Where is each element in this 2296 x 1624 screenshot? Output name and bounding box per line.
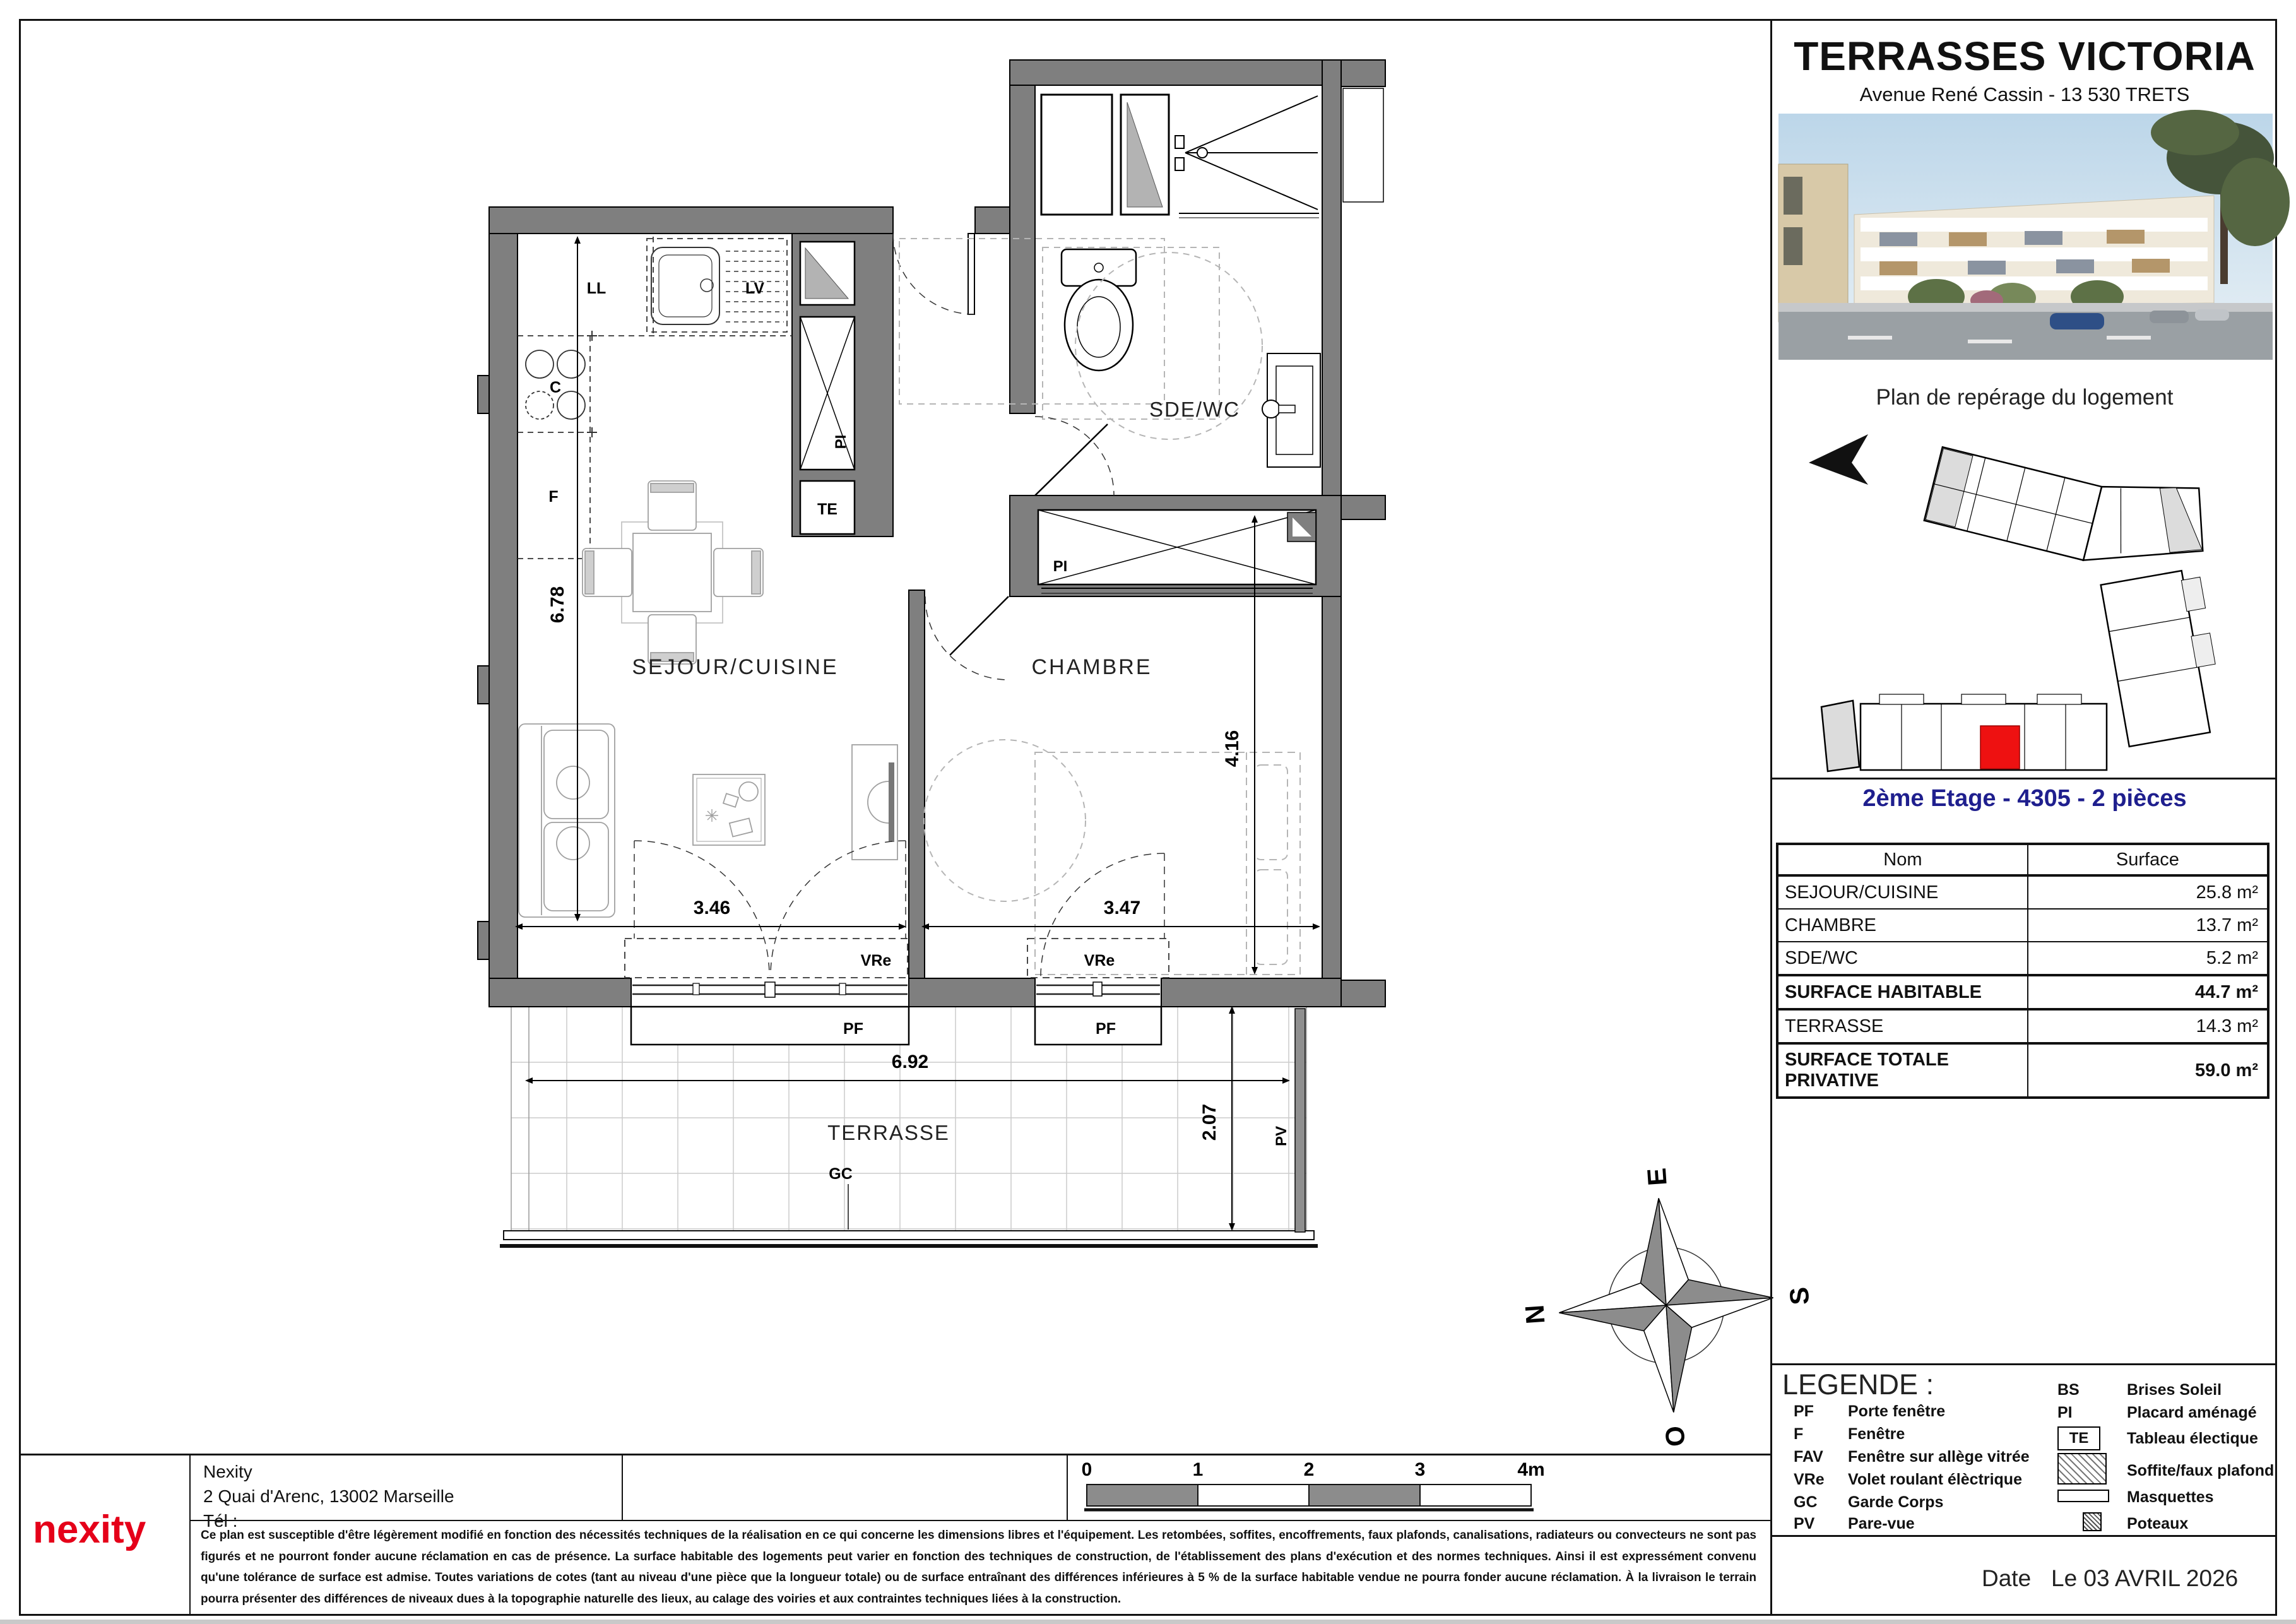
legend-code: FAV — [1794, 1448, 1823, 1466]
key-plan-lower — [1821, 567, 2227, 771]
table-row — [1777, 1009, 2268, 1043]
legend-code: PF — [1794, 1402, 1814, 1420]
date-value: Le 03 AVRIL 2026 — [2051, 1565, 2239, 1591]
legend-item — [1794, 1471, 2022, 1489]
dining-table — [583, 481, 763, 664]
ll-label: LL — [586, 280, 607, 297]
pi-label: PI — [832, 434, 849, 449]
washbasin — [1262, 353, 1320, 467]
row-value: 5.2 m² — [2028, 942, 2268, 975]
turning-circle-chamber — [924, 740, 1086, 901]
room-label-sejour: SEJOUR/CUISINE — [632, 655, 839, 679]
pf-window-sejour — [625, 841, 909, 1045]
dim-terrasse-width: 6.92 — [891, 1052, 929, 1072]
terrace-guardrail — [504, 1231, 1314, 1240]
te-swatch: TE — [2057, 1426, 2100, 1450]
scale-tick: 4m — [1517, 1459, 1545, 1480]
legend-label: Brises Soleil — [2127, 1381, 2222, 1399]
row-name: SDE/WC — [1777, 942, 2028, 975]
bathroom-fixtures — [1035, 95, 1320, 495]
legend-item — [2057, 1381, 2222, 1399]
company-block — [203, 1459, 454, 1533]
compass-south: S — [1784, 1286, 1815, 1306]
scale-tick: 2 — [1303, 1459, 1315, 1480]
lv-label: LV — [745, 280, 765, 297]
pf-label-chamber: PF — [1096, 1020, 1116, 1038]
row-value: 13.7 m² — [2028, 909, 2268, 942]
legend-item — [1794, 1515, 1915, 1533]
room-label-sde: SDE/WC — [1149, 398, 1240, 421]
legend — [1772, 1363, 2277, 1535]
row-name: SEJOUR/CUISINE — [1777, 875, 2028, 909]
company-name: Nexity — [203, 1462, 252, 1481]
legend-title: LEGENDE : — [1782, 1368, 1934, 1401]
pf-window-chamber — [1027, 853, 1169, 1045]
legend-item — [1794, 1425, 1905, 1443]
nexity-logo: nexity — [33, 1508, 146, 1551]
closet-column — [800, 242, 855, 534]
legend-label: Poteaux — [2127, 1515, 2189, 1532]
table-row-surface-totale — [1777, 1043, 2268, 1098]
shower — [1175, 96, 1319, 218]
chamber-closet — [1038, 510, 1316, 593]
legend-code: BS — [2057, 1381, 2080, 1399]
scale-tick: 0 — [1081, 1459, 1092, 1480]
chamber-door — [925, 596, 1009, 680]
kitchen-sink — [651, 247, 719, 324]
dim-chambre-height: 4.16 — [1222, 730, 1243, 768]
row-name: SURFACE TOTALE PRIVATIVE — [1777, 1043, 2028, 1098]
footer-divider — [622, 1454, 623, 1520]
sofa — [519, 724, 615, 917]
masquettes-swatch — [2057, 1490, 2109, 1502]
room-label-chambre: CHAMBRE — [1031, 655, 1152, 679]
divider — [1772, 778, 2277, 779]
row-value: 59.0 m² — [2028, 1043, 2268, 1098]
table-row-surface-habitable — [1777, 975, 2268, 1009]
legend-code: GC — [1794, 1493, 1818, 1511]
floor-plan — [21, 21, 1815, 1454]
disclaimer-text: Ce plan est susceptible d'être légèrement modifié en fonction des nécessités techniques de la réalisation en ce qui concerne les dimensions libres et l'équipement. Les retombées, soffites, encoffrements, faux plafonds, canalisations, radiateurs ou convecteurs ne sont pas figurés et ne pourront fonder aucune réclamation en cas de présence. La surface habitable des logements peut varier en fonction des techniques de construction, de l'établissement des plans d'exécution et des normes techniques. Ainsi il est expressément convenu qu'une tolérance de surface est admise. Toutes variations de cotes (tant au niveau d'une pièce que la longueur totale) ou de surface entraînant des différences inférieures à 5 % de la surface habitable vendue ne pourra fonder aucune réclamation. À la livraison le terrain pourra présenter des différences de niveaux dues à la topographie naturelle des lieux, au calage des voiries et aux contraintes techniques liées à la construction. — [201, 1529, 1756, 1606]
legend-label: Soffite/faux plafond — [2127, 1462, 2275, 1479]
dim-terrasse-depth: 2.07 — [1199, 1103, 1220, 1141]
project-address: Avenue René Cassin - 13 530 TRETS — [1859, 83, 2190, 105]
toilet — [1062, 249, 1136, 370]
footer-divider — [189, 1454, 191, 1614]
pare-vue-screen — [1295, 1009, 1305, 1232]
dim-sejour-width: 3.46 — [693, 898, 731, 918]
row-value: 14.3 m² — [2028, 1009, 2268, 1043]
page-edge-shadow — [0, 1620, 2296, 1624]
soffite-swatch — [2057, 1453, 2107, 1485]
table-row — [1777, 909, 2268, 942]
table-header-row — [1777, 844, 2268, 875]
fridge-label: F — [548, 488, 559, 506]
key-plan-upper — [1924, 425, 2217, 588]
neighbor-unit-stub — [1343, 88, 1383, 202]
table-row — [1777, 942, 2268, 975]
key-plans — [1772, 417, 2277, 783]
legend-item — [1794, 1448, 2030, 1466]
date-label: Date — [1982, 1565, 2032, 1591]
col-header-nom: Nom — [1777, 844, 2028, 875]
legend-code: VRe — [1794, 1471, 1825, 1488]
legend-label: Masquettes — [2127, 1488, 2214, 1506]
pf-threshold-sejour — [631, 1007, 909, 1045]
row-value: 44.7 m² — [2028, 975, 2268, 1009]
bed — [1035, 752, 1300, 975]
te-label: TE — [817, 501, 837, 518]
sde-door-leaf — [1035, 424, 1108, 495]
bathroom-window-box — [1041, 95, 1112, 215]
info-panel — [1770, 19, 2277, 1614]
pv-label: PV — [1273, 1125, 1290, 1147]
legend-item — [2057, 1453, 2274, 1489]
unit-highlight — [1980, 726, 2020, 769]
orientation-arrow-icon — [1809, 434, 1868, 485]
legend-label: Garde Corps — [1848, 1493, 1944, 1511]
project-photo — [1778, 114, 2273, 360]
page-title: TERRASSES VICTORIA — [1794, 33, 2256, 79]
scale-bar — [1060, 1455, 1559, 1519]
scale-tick: 1 — [1192, 1459, 1204, 1480]
legend-label: Porte fenêtre — [1848, 1402, 1946, 1420]
poteaux-swatch — [2083, 1512, 2102, 1531]
legend-item — [1794, 1493, 1943, 1512]
compass-north: N — [1519, 1303, 1551, 1325]
pf-label-sejour: PF — [843, 1020, 863, 1038]
dim-sejour-height: 6.78 — [547, 586, 568, 624]
legend-item — [2057, 1488, 2214, 1507]
scale-tick: 3 — [1414, 1459, 1426, 1480]
reperage-title: Plan de repérage du logement — [1876, 385, 2174, 410]
dim-chambre-width: 3.47 — [1103, 898, 1141, 918]
gc-label: GC — [829, 1165, 853, 1183]
row-value: 25.8 m² — [2028, 875, 2268, 909]
company-address: 2 Quai d'Arenc, 13002 Marseille — [203, 1486, 454, 1506]
legend-label: Fenêtre sur allège vitrée — [1848, 1448, 2030, 1466]
legend-code: F — [1794, 1425, 1804, 1443]
surface-table — [1776, 843, 2269, 1099]
compass-west: O — [1659, 1425, 1691, 1448]
cooktop-label: C — [549, 379, 562, 396]
vre-label-sejour: VRe — [860, 952, 892, 969]
coffee-table — [693, 774, 765, 845]
unit-heading: 2ème Etage - 4305 - 2 pièces — [1862, 785, 2187, 812]
legend-item — [2057, 1404, 2257, 1422]
legend-label: Pare-vue — [1848, 1515, 1915, 1532]
legend-code: PI — [2057, 1404, 2073, 1421]
legend-code: PV — [1794, 1515, 1815, 1532]
legend-item — [1794, 1402, 1945, 1421]
row-name: CHAMBRE — [1777, 909, 2028, 942]
legend-label: Placard aménagé — [2127, 1404, 2257, 1421]
legend-label: Tableau électique — [2127, 1429, 2258, 1447]
col-header-surface: Surface — [2028, 844, 2268, 875]
table-row — [1777, 875, 2268, 909]
divider — [1772, 1363, 2277, 1365]
legend-item — [2057, 1426, 2258, 1450]
pi-label-chamber: PI — [1053, 558, 1068, 575]
legend-label: Volet roulant élèctrique — [1848, 1471, 2022, 1488]
divider — [1772, 1535, 2277, 1537]
legend-label: Fenêtre — [1848, 1425, 1905, 1443]
tv-unit — [852, 745, 897, 860]
company-tel: Tél : — [203, 1511, 238, 1531]
compass-east: E — [1641, 1166, 1672, 1187]
vre-label-chamber: VRe — [1084, 952, 1115, 969]
room-label-terrasse: TERRASSE — [827, 1121, 950, 1144]
row-name: SURFACE HABITABLE — [1777, 975, 2028, 1009]
legend-item — [2057, 1512, 2188, 1536]
row-name: TERRASSE — [1777, 1009, 2028, 1043]
